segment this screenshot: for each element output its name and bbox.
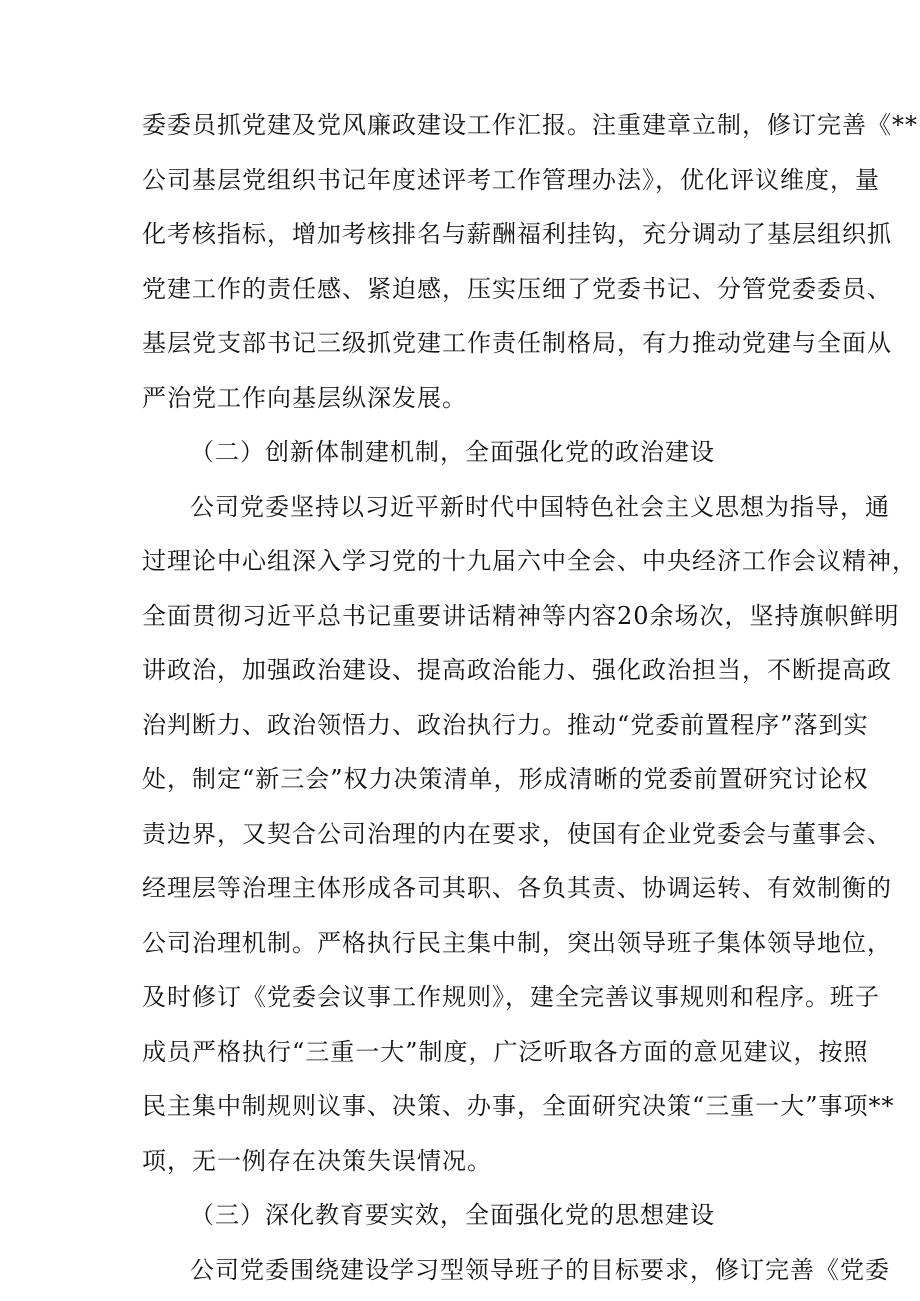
- text-line: 公司党委围绕建设学习型领导班子的目标要求，修订完善《党委: [190, 1255, 890, 1284]
- section-heading-3: （三）深化教育要实效，全面强化党的思想建设: [190, 1201, 715, 1229]
- text-line: 全面贯彻习近平总书记重要讲话精神等内容20余场次，坚持旗帜鲜明: [142, 601, 900, 630]
- text-line: 讲政治，加强政治建设、提高政治能力、强化政治担当，不断提高政: [142, 656, 892, 684]
- section-heading-2: （二）创新体制建机制，全面强化党的政治建设: [190, 438, 715, 466]
- text-line: 处，制定“新三会”权力决策清单，形成清晰的党委前置研究讨论权: [142, 765, 869, 793]
- text-line: 公司治理机制。严格执行民主集中制，突出领导班子集体领导地位，: [142, 928, 892, 957]
- text-line: 党建工作的责任感、紧迫感，压实压细了党委书记、分管党委委员、: [142, 274, 892, 303]
- text-line: 委委员抓党建及党风廉政建设工作汇报。注重建章立制，修订完善《**: [142, 111, 918, 139]
- text-line: 经理层等治理主体形成各司其职、各负其责、协调运转、有效制衡的: [142, 874, 892, 902]
- text-line: 公司党委坚持以习近平新时代中国特色社会主义思想为指导，通: [190, 492, 890, 521]
- text-line: 及时修订《党委会议事工作规则》，建全完善议事规则和程序。班子: [142, 983, 880, 1011]
- text-line: 公司基层党组织书记年度述评考工作管理办法》，优化评议维度，量: [142, 165, 880, 194]
- text-line: 严治党工作向基层纵深发展。: [142, 383, 467, 412]
- text-line: 项，无一例存在决策失误情况。: [142, 1146, 492, 1175]
- text-line: 责边界，又契合公司治理的内在要求，使国有企业党委会与董事会、: [142, 819, 892, 848]
- text-line: 化考核指标，增加考核排名与薪酬福利挂钩，充分调动了基层组织抓: [142, 220, 892, 248]
- text-line: 治判断力、政治领悟力、政治执行力。推动“党委前置程序”落到实: [142, 710, 869, 739]
- text-line: 基层党支部书记三级抓党建工作责任制格局，有力推动党建与全面从: [142, 329, 892, 357]
- text-line: 民主集中制规则议事、决策、办事，全面研究决策“三重一大”事项**: [142, 1092, 895, 1120]
- text-line: 过理论中心组深入学习党的十九届六中全会、中央经济工作会议精神，: [142, 547, 917, 575]
- text-line: 成员严格执行“三重一大”制度，广泛听取各方面的意见建议，按照: [142, 1037, 869, 1066]
